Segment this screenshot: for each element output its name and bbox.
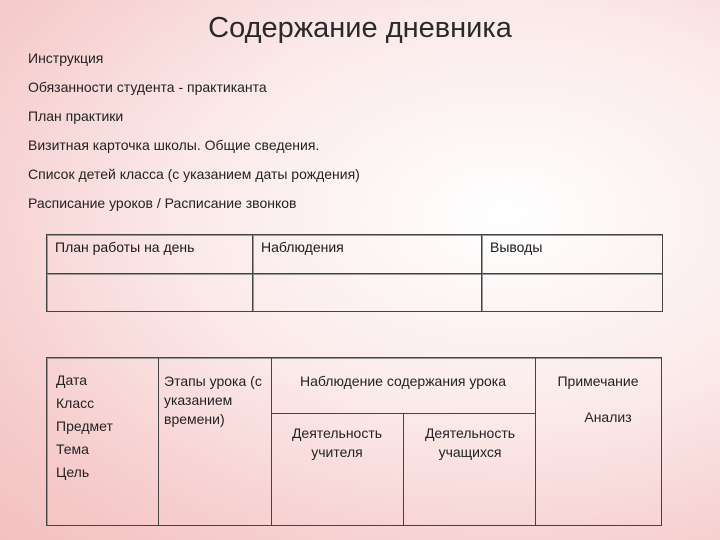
column-divider: [535, 358, 536, 525]
page-title: Содержание дневника: [208, 12, 512, 44]
contents-item: Визитная карточка школы. Общие сведения.: [28, 137, 320, 153]
contents-item: Расписание уроков / Расписание звонков: [28, 195, 297, 211]
contents-item: Список детей класса (с указанием даты рождения): [28, 166, 360, 182]
analysis-label: Анализ: [584, 409, 632, 425]
teacher-activity-cell: Деятельность учителя: [291, 425, 383, 460]
student-activity-cell: Деятельность учащихся: [424, 425, 516, 460]
contents-item: Инструкция: [28, 50, 104, 66]
daily-plan-table: [46, 234, 663, 312]
table-row: [47, 274, 663, 312]
lesson-field-label: Тема: [56, 441, 89, 457]
header-cell-observations: Наблюдения: [253, 235, 482, 274]
lesson-field-label: Дата: [56, 372, 88, 388]
lesson-field-label: Цель: [56, 464, 90, 480]
observation-header: Наблюдение содержания урока: [299, 373, 506, 389]
contents-item: План практики: [28, 108, 124, 124]
lesson-details-cell: [56, 369, 156, 484]
note-cell: [537, 372, 659, 427]
table-cell: [482, 274, 663, 312]
lesson-field-label: Предмет: [56, 418, 113, 434]
column-divider: [158, 358, 159, 525]
lesson-field-label: Класс: [56, 395, 95, 411]
header-cell-conclusions: Выводы: [482, 235, 663, 274]
column-divider: [403, 413, 404, 525]
lesson-stages-cell: Этапы урока (с указанием времени): [164, 373, 262, 427]
lesson-observation-table: [46, 357, 662, 526]
contents-list: [28, 44, 360, 218]
contents-item: Обязанности студента - практиканта: [28, 79, 267, 95]
note-label: Примечание: [557, 373, 639, 389]
table-cell: [253, 274, 482, 312]
table-cell: [47, 274, 253, 312]
header-cell-plan: План работы на день: [47, 235, 253, 274]
table-header-row: [47, 235, 663, 274]
